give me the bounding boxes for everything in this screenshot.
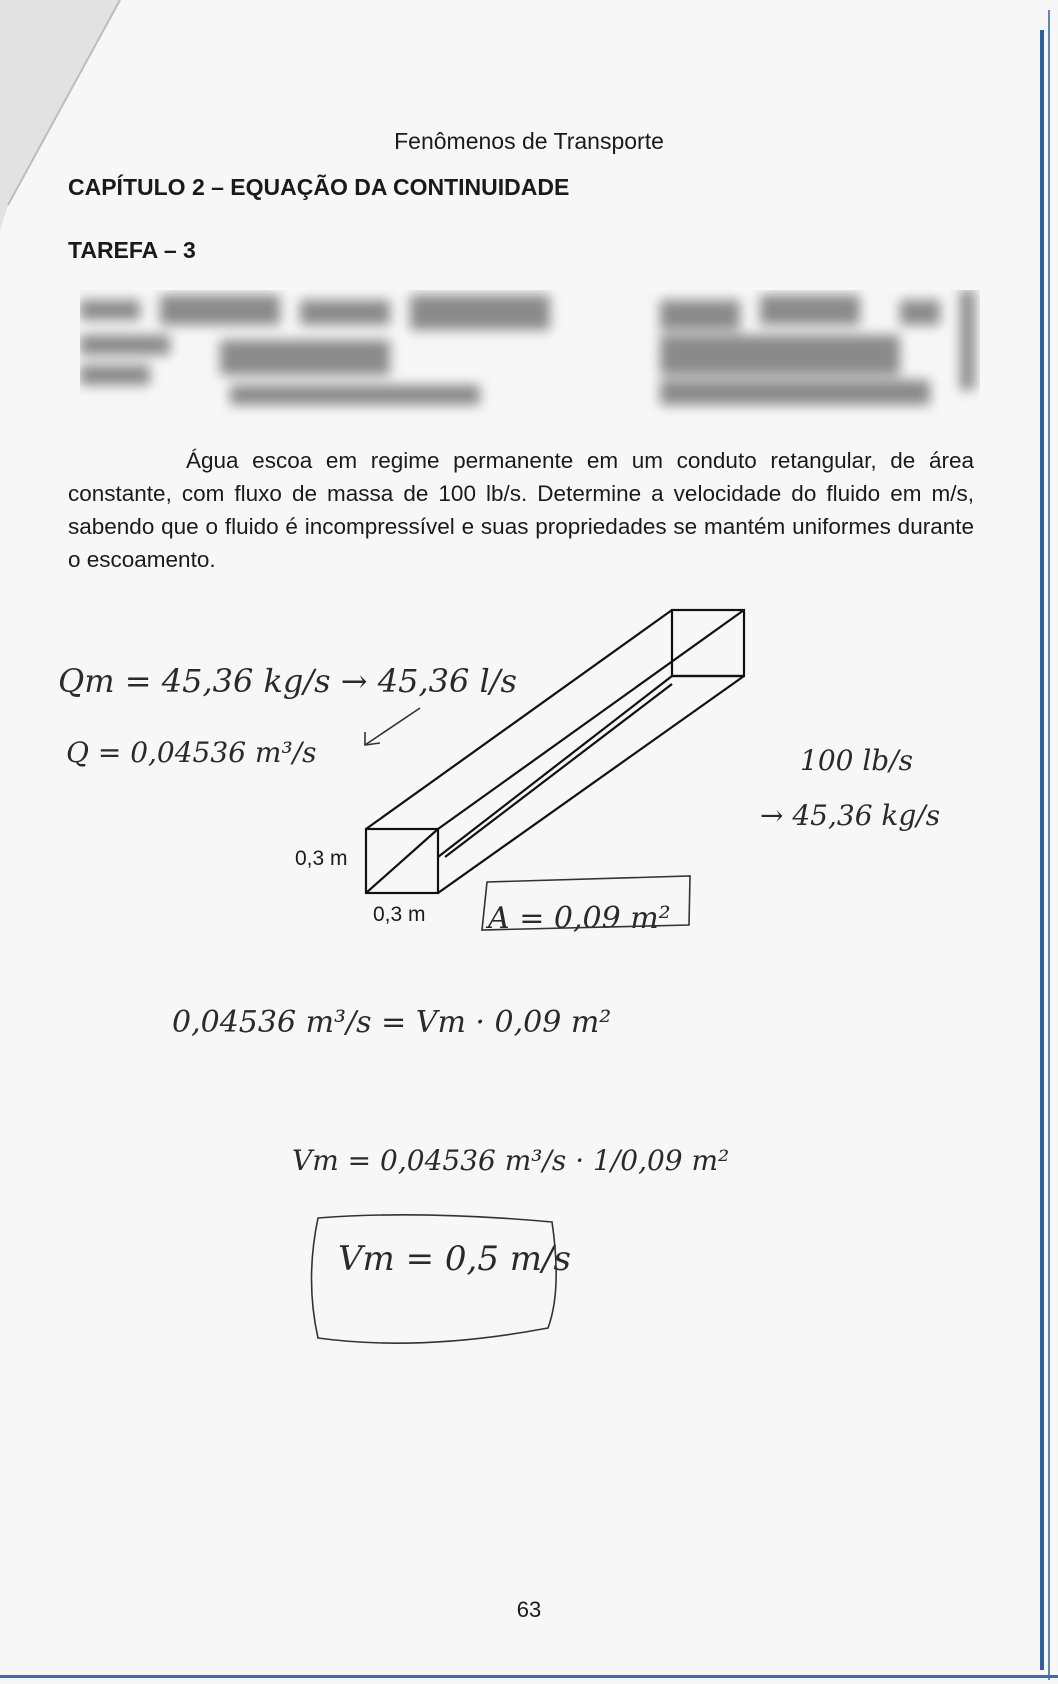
running-header: Fenômenos de Transporte bbox=[394, 128, 664, 154]
problem-statement: Água escoa em regime permanente em um conduto retangular, de área constante, com fluxo de massa de 100 lb/s. Determine a velocidade do fluido em m/s, sabendo que o fluido é incompressível e suas propriedades se mantém uniformes durante o escoamento. bbox=[68, 448, 974, 572]
hw-solve: Vm = 0,04536 m³/s · 1/0,09 m² bbox=[292, 1144, 730, 1177]
hw-arrow bbox=[365, 708, 420, 745]
hw-area: A = 0,09 m² bbox=[488, 901, 671, 936]
hw-qm-line: Qm = 45,36 kg/s → 45,36 l/s bbox=[58, 662, 517, 700]
hw-q-line: Q = 0,04536 m³/s bbox=[66, 736, 317, 769]
hw-conversion-1: 100 lb/s bbox=[800, 744, 914, 777]
task-title: TAREFA – 3 bbox=[68, 237, 196, 263]
hw-conversion-2: → 45,36 kg/s bbox=[760, 799, 941, 832]
height-dimension-label: 0,3 m bbox=[295, 847, 348, 870]
chapter-title: CAPÍTULO 2 – EQUAÇÃO DA CONTINUIDADE bbox=[68, 174, 570, 200]
page-number: 63 bbox=[516, 1597, 542, 1622]
hw-equation: 0,04536 m³/s = Vm · 0,09 m² bbox=[172, 1005, 612, 1040]
hw-answer: Vm = 0,5 m/s bbox=[338, 1239, 571, 1279]
width-dimension-label: 0,3 m bbox=[373, 903, 426, 926]
